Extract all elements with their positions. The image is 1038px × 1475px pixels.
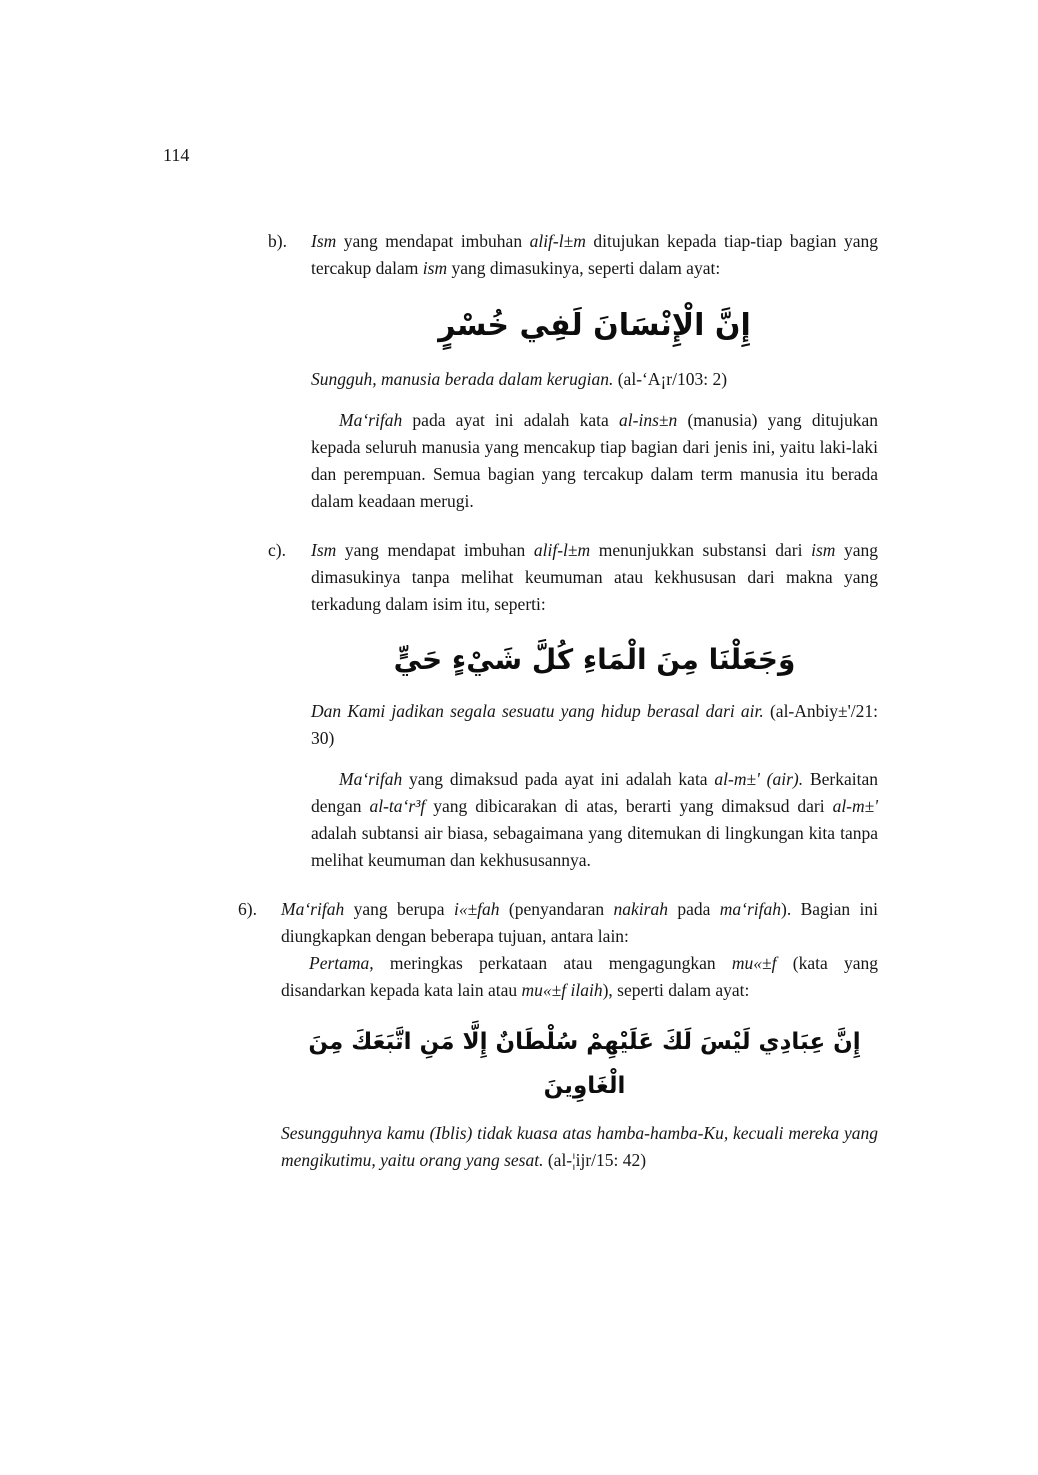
quran-verse-2: وَجَعَلْنَا مِنَ الْمَاءِ كُلَّ شَيْءٍ حَيٍّ [393,643,796,676]
list-item-c [268,537,878,618]
list-item-c-text: Ism yang mendapat imbuhan alif-l±m menunjukkan substansi dari ism yang dimasukinya tanpa melihat keumuman atau kekhususan dari makna yang terkadung dalam isim itu, seperti: [311,540,878,614]
verse-translation-1: Sungguh, manusia berada dalam kerugian. (al-‘A¡r/103: 2) [311,369,728,389]
list-item-6-text: Ma‘rifah yang berupa i«±fah (penyandaran nakirah pada ma‘rifah). Bagian ini diungkapkan dengan beberapa tujuan, antara lain: [281,899,878,946]
page-number: 114 [163,145,190,165]
list-marker-6: 6). [238,899,257,919]
list-item-6 [238,896,878,950]
paragraph-c-explanation: Ma‘rifah yang dimaksud pada ayat ini adalah kata al-m±' (air). Berkaitan dengan al-ta‘r³f yang dibicarakan di atas, berarti yang dimaksud dari al-m±' adalah subtansi air biasa, sebagaimana yang ditemukan di lingkungan kita tanpa melihat keumuman dan kekhususannya. [311,769,878,870]
verse-translation-2: Dan Kami jadikan segala sesuatu yang hidup berasal dari air. (al-Anbiy±'/21: 30) [311,701,878,748]
list-marker-c: c). [268,540,286,560]
verse-translation-3: Sesungguhnya kamu (Iblis) tidak kuasa atas hamba-hamba-Ku, kecuali mereka yang mengikutimu, yaitu orang yang sesat. (al-¦ijr/15: 42) [281,1123,878,1170]
paragraph-b-explanation: Ma‘rifah pada ayat ini adalah kata al-ins±n (manusia) yang ditujukan kepada seluruh manusia yang mencakup tiap bagian dari jenis ini, yaitu laki-laki dan perempuan. Semua bagian yang tercakup dalam term manusia itu berada dalam keadaan merugi. [311,410,878,511]
quran-verse-3: إِنَّ عِبَادِي لَيْسَ لَكَ عَلَيْهِمْ سُلْطَانٌ إِلَّا مَنِ اتَّبَعَكَ مِنَ الْغَاوِينَ [308,1029,861,1099]
quran-verse-1: إِنَّ الْإِنْسَانَ لَفِي خُسْرٍ [438,308,751,343]
list-item-b [268,228,878,282]
paragraph-pertama: Pertama, meringkas perkataan atau mengagungkan mu«±f (kata yang disandarkan kepada kata lain atau mu«±f ilaih), seperti dalam ayat: [281,953,878,1000]
list-item-b-text: Ism yang mendapat imbuhan alif-l±m ditujukan kepada tiap-tiap bagian yang tercakup dalam ism yang dimasukinya, seperti dalam ayat: [311,231,878,278]
list-marker-b: b). [268,231,287,251]
page-content [0,228,1038,1174]
